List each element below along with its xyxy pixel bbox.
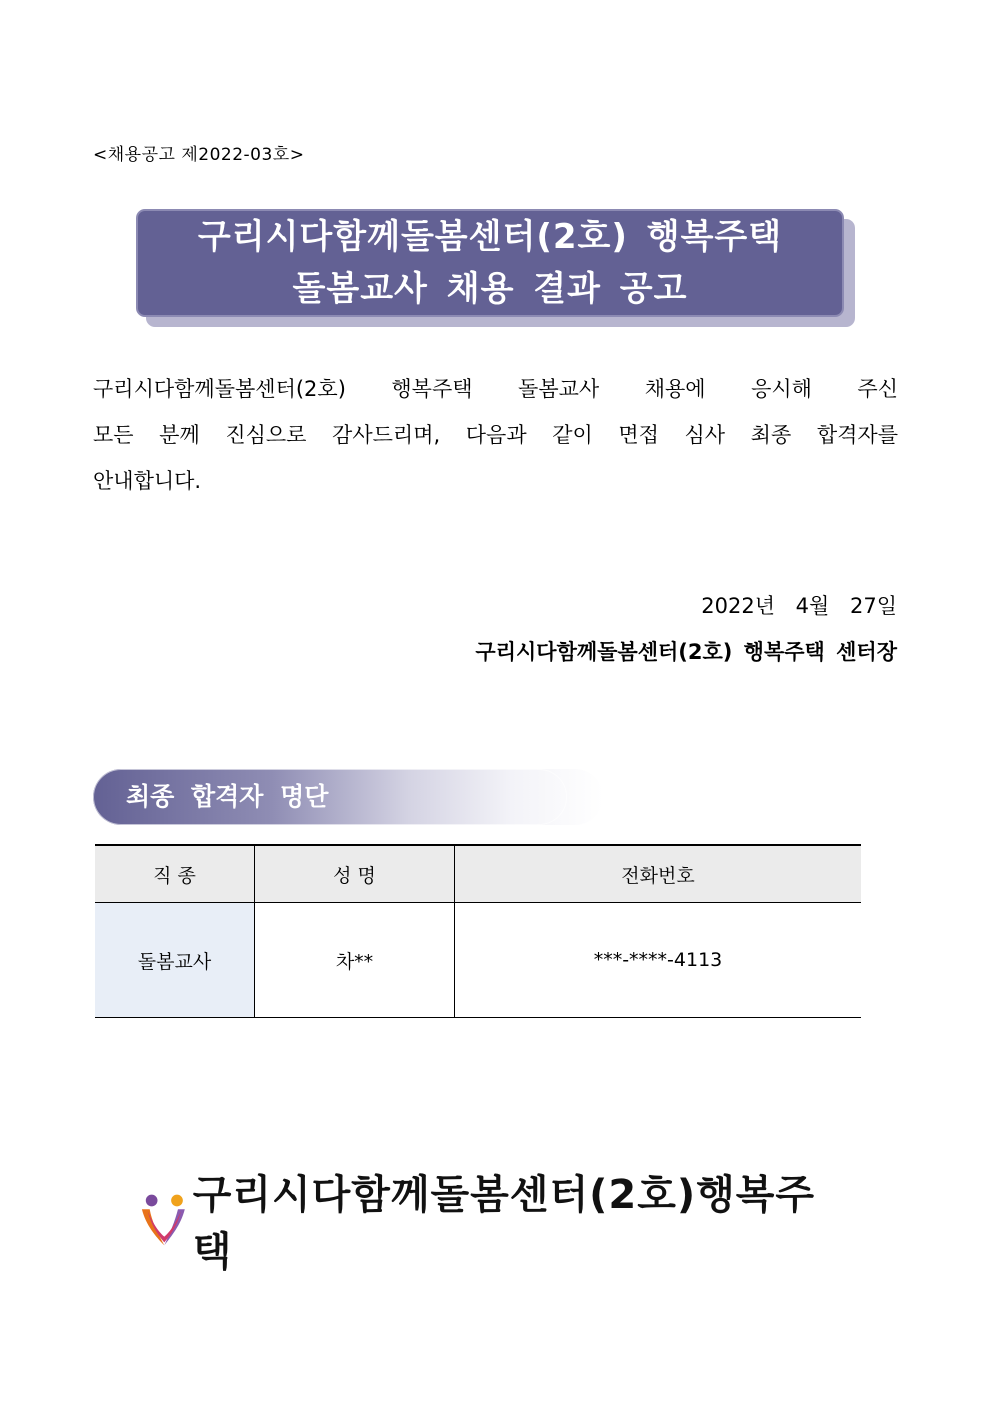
title-box: [136, 209, 844, 317]
cell-name: 차**: [255, 903, 455, 1018]
issuer: 구리시다함께돌봄센터(2호) 행복주택 센터장: [475, 640, 897, 664]
notice-number: <채용공고 제2022-03호>: [93, 145, 305, 165]
table-row: [95, 903, 861, 1018]
header-phone: 전화번호: [455, 845, 862, 903]
result-table: [95, 844, 861, 1018]
section-header: [93, 769, 603, 825]
center-logo: [138, 1172, 838, 1275]
header-name: 성 명: [255, 845, 455, 903]
logo-text: 구리시다함께돌봄센터(2호)행복주택: [192, 1172, 816, 1275]
people-heart-icon: [138, 1191, 189, 1249]
section-title: 최종 합격자 명단: [126, 782, 329, 811]
intro-line-1: 구리시다함께돌봄센터(2호) 행복주택 돌봄교사 채용에 응시해 주신: [93, 377, 898, 401]
intro-line-3: 안내합니다.: [93, 469, 202, 493]
intro-line-2: 모든 분께 진심으로 감사드리며, 다음과 같이 면접 심사 최종 합격자를: [93, 423, 898, 447]
header-job: 직 종: [95, 845, 255, 903]
cell-phone: ***-****-4113: [455, 903, 862, 1018]
title-line-2: 돌봄교사 채용 결과 공고: [292, 269, 688, 309]
cell-job: 돌봄교사: [95, 903, 255, 1018]
announcement-date: 2022년 4월 27일: [701, 594, 897, 618]
intro-paragraph: [93, 366, 898, 504]
table-header-row: [95, 845, 861, 903]
title-line-1: 구리시다함께돌봄센터(2호) 행복주택: [197, 217, 783, 257]
